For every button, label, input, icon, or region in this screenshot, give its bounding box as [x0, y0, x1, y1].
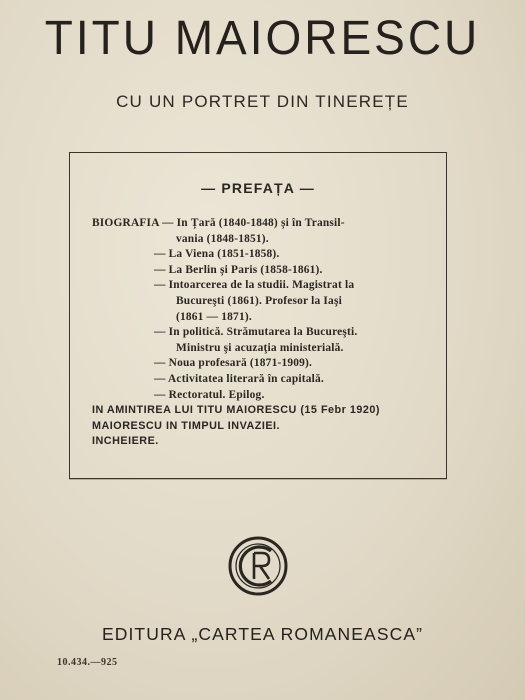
print-code: 10.434.—925 [57, 657, 118, 668]
toc-line: — Rectoratul. Epilog. [154, 388, 265, 401]
preface-heading: — PREFAȚA — [201, 180, 315, 196]
table-of-contents [92, 216, 437, 450]
toc-line: BIOGRAFIA — In Țară (1840-1848) și în Transil- [92, 217, 345, 229]
toc-line: — Intoarcerea de la studii. Magistrat la [154, 279, 355, 292]
toc-line: MAIORESCU IN TIMPUL INVAZIEI. [92, 419, 281, 432]
toc-line: — In politică. Strămutarea la Bucureşti. [154, 326, 358, 339]
toc-line: vania (1848-1851). [176, 232, 269, 245]
toc-line: — Noua profesară (1871-1909). [154, 357, 313, 370]
publisher-logo-icon [227, 535, 289, 597]
toc-line: — Activitatea literară în capitală. [154, 372, 324, 385]
page-subtitle: CU UN PORTRET DIN TINEREȚE [116, 92, 409, 111]
page-title: TITU MAIORESCU [44, 9, 481, 65]
toc-line: INCHEIERE. [92, 435, 159, 448]
toc-line: — La Viena (1851-1858). [154, 248, 280, 261]
toc-line: IN AMINTIREA LUI TITU MAIORESCU (15 Febr 1920) [92, 404, 380, 417]
publisher-name: EDITURA „CARTEA ROMANEASCA” [101, 624, 424, 644]
toc-line: — La Berlin și Paris (1858-1861). [154, 263, 323, 276]
toc-line: Ministru şi acuzaţia ministerială. [176, 341, 344, 354]
toc-line: Bucureşti (1861). Profesor la Iaşi [176, 294, 342, 307]
contents-box [69, 152, 447, 479]
toc-line: (1861 — 1871). [176, 310, 252, 323]
